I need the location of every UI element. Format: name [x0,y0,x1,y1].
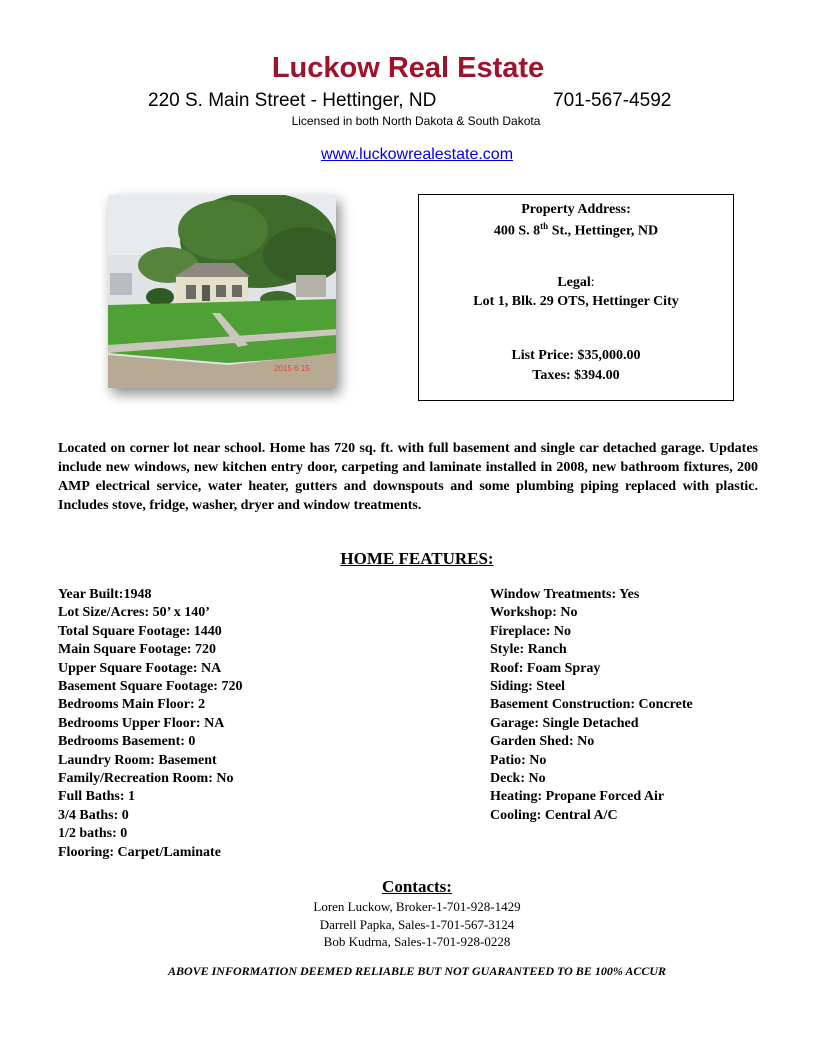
feature-item: Total Square Footage: 1440 [58,623,222,639]
feature-item: Main Square Footage: 720 [58,642,217,658]
feature-item: Heating: Propane Forced Air [490,789,665,805]
feature-item: Family/Recreation Room: No [58,771,234,787]
address-label: Property Address: [521,202,631,217]
property-photo [108,195,336,388]
feature-item: Cooling: Central A/C [490,807,618,823]
feature-item: Laundry Room: Basement [58,752,217,768]
feature-item: Year Built:1948 [58,587,152,602]
office-address: 220 S. Main Street - Hettinger, ND [148,90,437,111]
features-right-column [490,586,693,825]
address-post: St., Hettinger, ND [548,223,659,239]
feature-item: Style: Ranch [490,642,567,658]
disclaimer: ABOVE INFORMATION DEEMED RELIABLE BUT NOT GUARANTEED TO BE 100% ACCUR [167,964,667,978]
property-info-box [418,194,734,401]
address-sup: th [540,221,549,231]
feature-item: Garden Shed: No [490,734,595,750]
feature-item: Bedrooms Basement: 0 [58,734,196,750]
feature-item: 3/4 Baths: 0 [58,807,129,823]
list-price: List Price: $35,000.00 [511,348,641,363]
feature-item: Fireplace: No [490,623,571,639]
legal-description: Lot 1, Blk. 29 OTS, Hettinger City [473,294,679,309]
website-link[interactable]: www.luckowrealestate.com [320,146,514,163]
feature-item: Bedrooms Main Floor: 2 [58,697,206,713]
legal-colon: : [590,275,595,290]
contact-item: Loren Luckow, Broker-1-701-928-1429 [313,899,521,914]
feature-item: Upper Square Footage: NA [58,660,222,676]
legal-label-text: Legal [557,275,591,290]
feature-item: Workshop: No [490,605,578,621]
feature-item: Lot Size/Acres: 50’ x 140’ [58,605,210,621]
features-left-column [58,586,242,862]
property-address [419,221,733,240]
taxes: Taxes: $394.00 [532,368,620,383]
feature-item: Deck: No [490,771,546,787]
feature-item: Basement Square Footage: 720 [58,679,243,695]
contacts-list [0,898,816,951]
feature-item: Garage: Single Detached [490,715,639,731]
feature-item: Patio: No [490,752,547,768]
company-name: Luckow Real Estate [271,52,545,84]
feature-item: Window Treatments: Yes [490,587,640,602]
feature-item: Full Baths: 1 [58,789,136,805]
contact-item: Bob Kudrna, Sales-1-701-928-0228 [323,934,511,949]
feature-item: Roof: Foam Spray [490,660,601,676]
photo-date-stamp: 2015 6 15 [274,364,310,373]
contact-item: Darrell Papka, Sales-1-701-567-3124 [319,916,515,932]
feature-item: Flooring: Carpet/Laminate [58,844,221,860]
contacts-heading: Contacts: [382,877,452,896]
feature-item: Basement Construction: Concrete [490,697,693,713]
feature-item: 1/2 baths: 0 [58,826,128,842]
feature-item: Bedrooms Upper Floor: NA [58,715,225,731]
legal-label [419,275,733,291]
office-phone: 701-567-4592 [553,90,672,111]
feature-item: Siding: Steel [490,679,566,695]
features-heading: HOME FEATURES: [340,549,494,568]
address-pre: 400 S. 8 [493,223,541,239]
property-description: Located on corner lot near school. Home has 720 sq. ft. with full basement and single car detached garage. Updates include new windows, new kitchen entry door, carpeting and laminate installed in 2008, new bathroom fixtures, 200 AMP electrical service, water heater, gutters and downspouts and some plumbing piping replaced with plastic. Includes stove, fridge, washer, dryer and window treatments. [58,441,758,513]
licensed-note: Licensed in both North Dakota & South Dakota [291,114,541,128]
